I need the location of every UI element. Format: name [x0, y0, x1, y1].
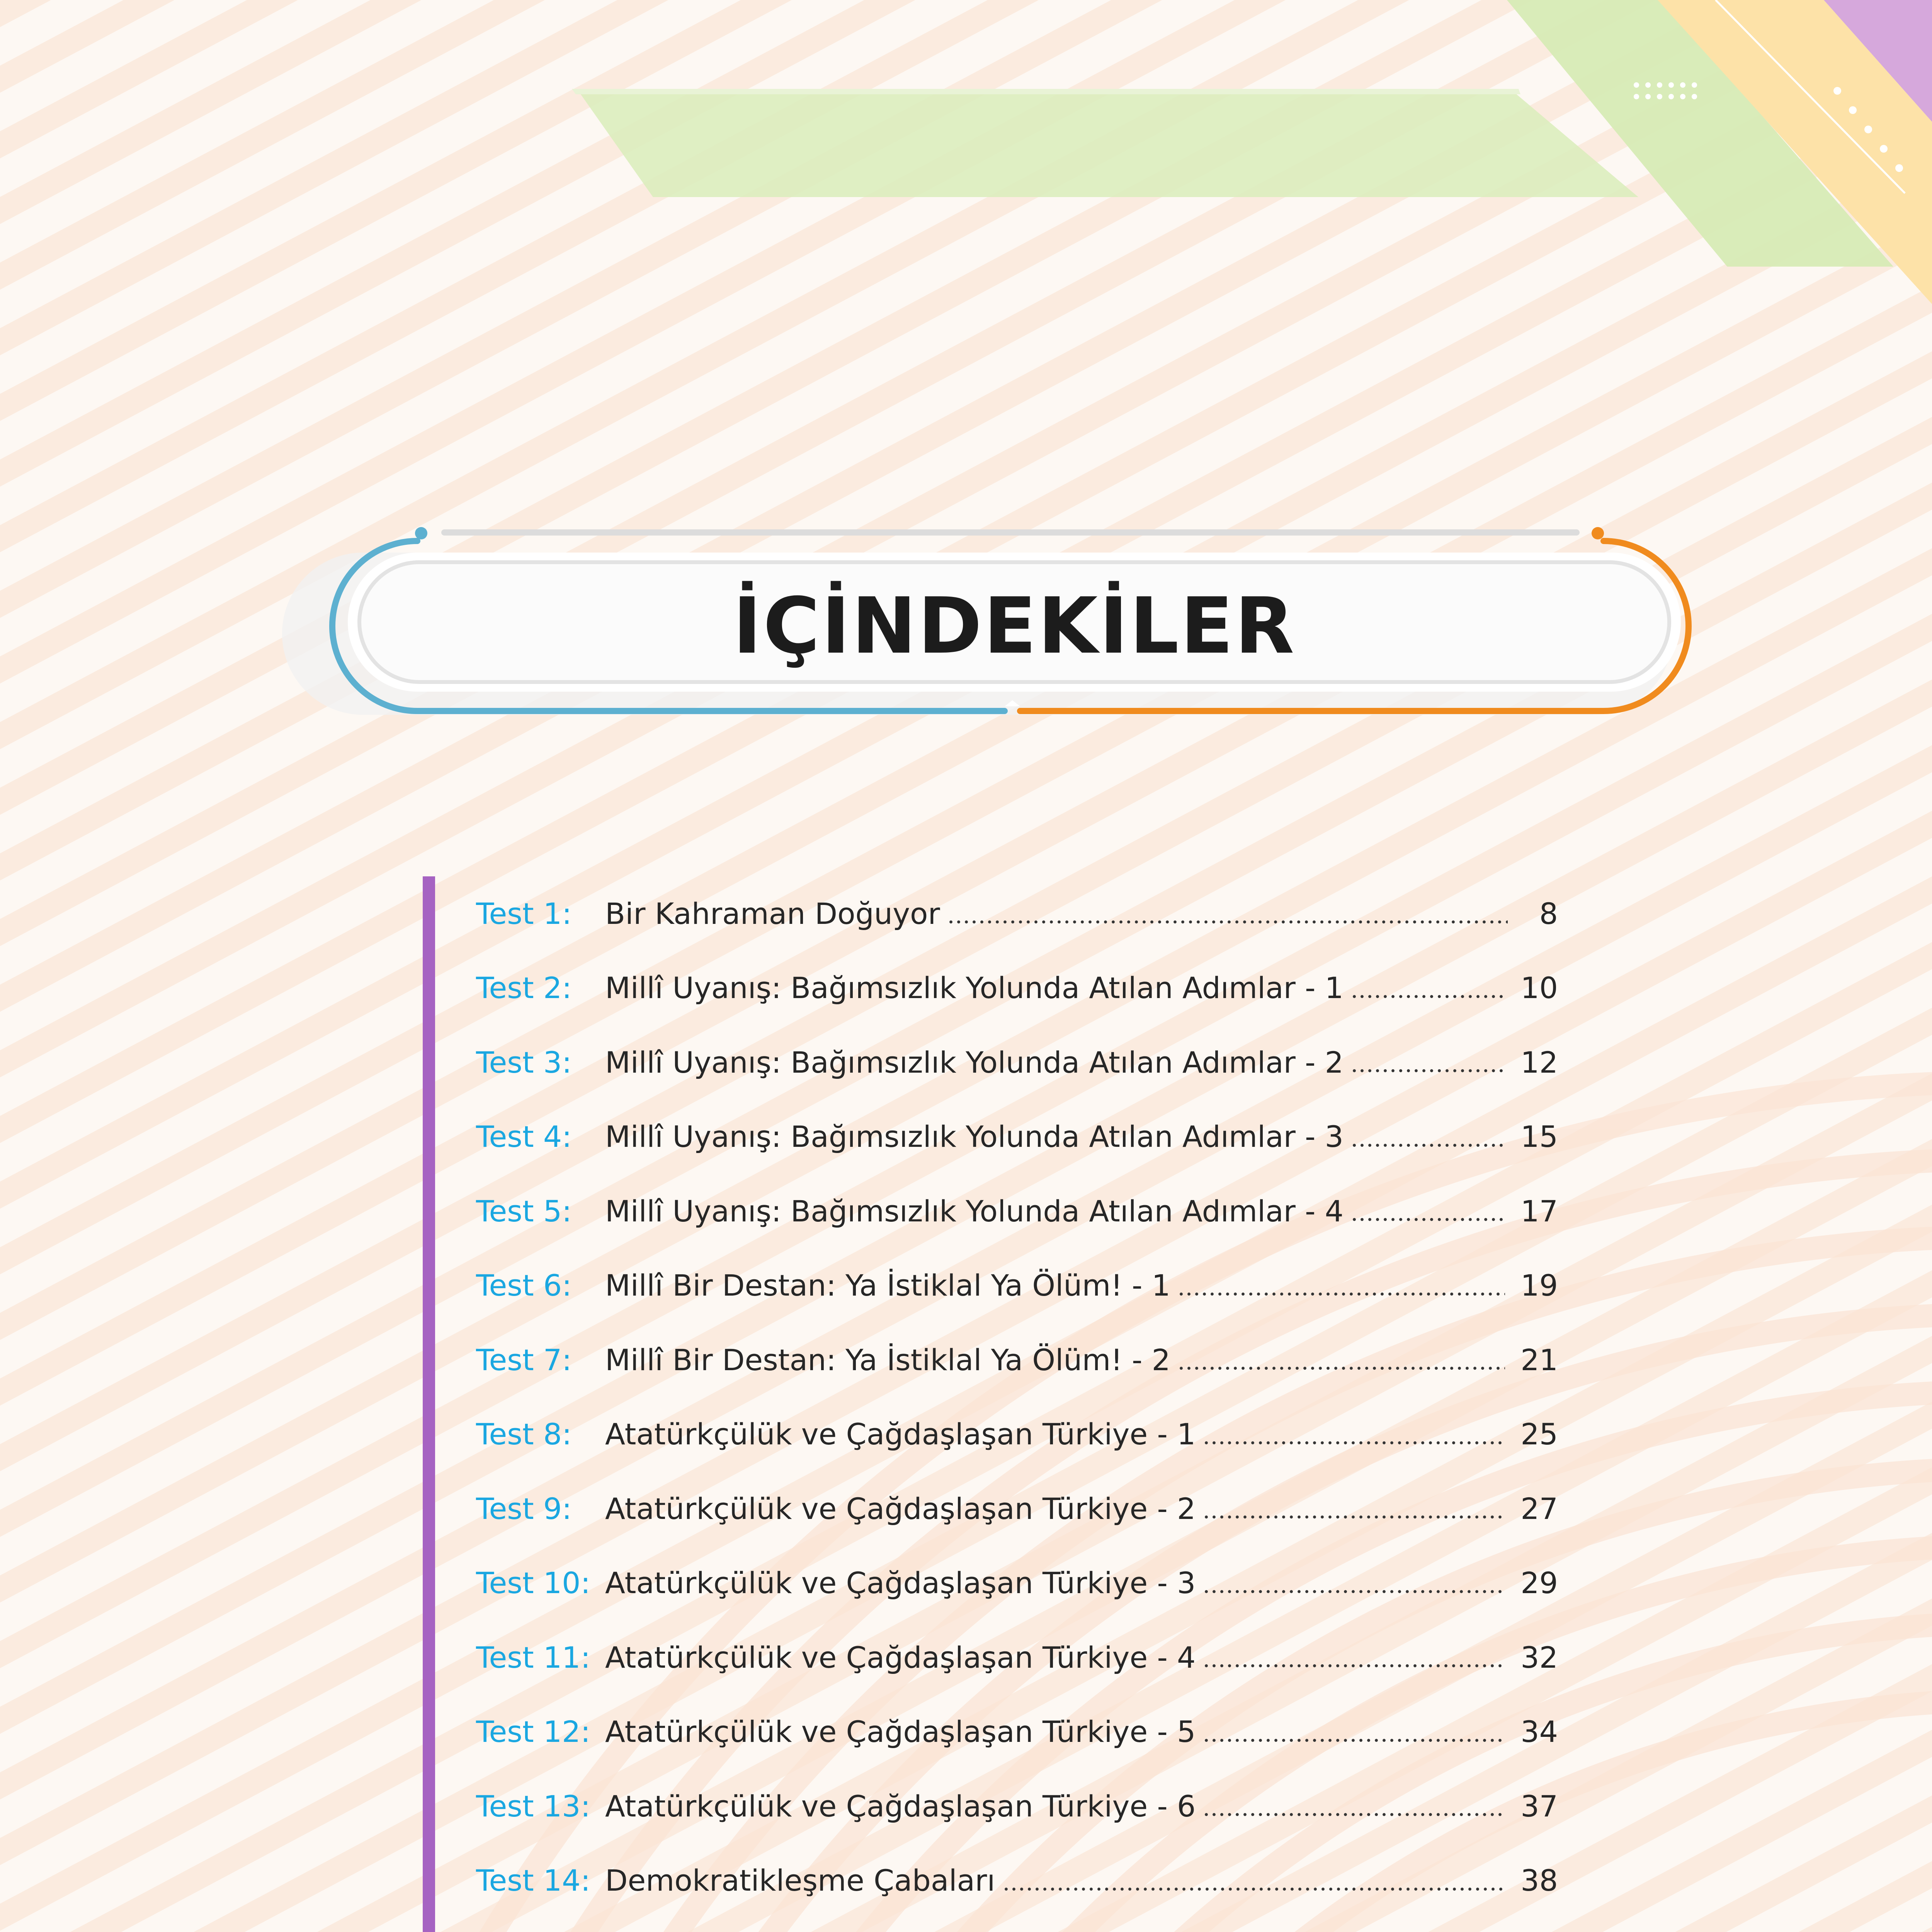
toc-entry[interactable]: [476, 951, 1558, 1026]
toc-entry-page: 25: [1520, 1417, 1558, 1452]
toc-entry-number: Test 3:: [476, 1045, 572, 1080]
toc-dot-leader: [1002, 1866, 1505, 1895]
toc-entry-page: 21: [1520, 1342, 1558, 1377]
toc-dot-leader: [1350, 1122, 1505, 1151]
toc-entry-title: Millî Uyanış: Bağımsızlık Yolunda Atılan Adımlar - 1: [605, 971, 1344, 1005]
toc-entry-number: Test 4:: [476, 1119, 572, 1154]
toc-entry-title: Atatürkçülük ve Çağdaşlaşan Türkiye - 2: [605, 1491, 1196, 1526]
toc-entry[interactable]: [476, 1695, 1558, 1769]
toc-dot-leader: [1202, 1643, 1505, 1672]
toc-entry-page: 37: [1520, 1789, 1558, 1823]
toc-entry-number: Test 7:: [476, 1342, 572, 1377]
toc-entry-title: Atatürkçülük ve Çağdaşlaşan Türkiye - 3: [605, 1566, 1196, 1600]
toc-entry-number: Test 13:: [476, 1789, 591, 1823]
toc-dot-leader: [1350, 1048, 1505, 1077]
toc-entry-page: 10: [1520, 971, 1558, 1005]
toc-entry-page: 32: [1520, 1640, 1558, 1675]
toc-entry[interactable]: [476, 1918, 1558, 1932]
toc-entry[interactable]: [476, 1844, 1558, 1918]
toc-entry[interactable]: [476, 1471, 1558, 1546]
toc-entry-title: Atatürkçülük ve Çağdaşlaşan Türkiye - 5: [605, 1714, 1196, 1749]
toc-entry-number: Test 8:: [476, 1417, 572, 1452]
toc-dot-leader: [1202, 1717, 1505, 1747]
page-title: İÇİNDEKİLER: [733, 581, 1296, 671]
toc-entry-page: 34: [1520, 1714, 1558, 1749]
toc-dot-leader: [947, 899, 1508, 928]
toc-entry[interactable]: [476, 1397, 1558, 1472]
toc-entry-number: Test 5:: [476, 1194, 572, 1228]
toc-dot-leader: [1202, 1568, 1505, 1598]
toc-entry-number: Test 1:: [476, 896, 572, 931]
toc-entry-page: 17: [1520, 1194, 1558, 1228]
toc-entry[interactable]: [476, 1025, 1558, 1100]
toc-entry-number: Test 11:: [476, 1640, 591, 1675]
toc-entry-number: Test 6:: [476, 1268, 572, 1303]
toc-entry[interactable]: [476, 1100, 1558, 1174]
toc-entry[interactable]: [476, 1248, 1558, 1323]
toc-dot-leader: [1350, 1196, 1505, 1226]
toc-entry-title: Atatürkçülük ve Çağdaşlaşan Türkiye - 4: [605, 1640, 1196, 1675]
toc-entry-number: Test 10:: [476, 1566, 591, 1600]
toc-entry-number: Test 14:: [476, 1863, 591, 1898]
toc-dot-leader: [1350, 973, 1505, 1003]
toc-dot-leader: [1202, 1420, 1505, 1449]
toc-dot-leader: [1177, 1271, 1505, 1300]
toc-entry-title: Atatürkçülük ve Çağdaşlaşan Türkiye - 1: [605, 1417, 1196, 1452]
toc-entry-title: Millî Bir Destan: Ya İstiklal Ya Ölüm! - 1: [605, 1268, 1170, 1303]
toc-dot-leader: [1177, 1345, 1505, 1374]
toc-entry[interactable]: [476, 1620, 1558, 1695]
toc-dot-leader: [1202, 1791, 1505, 1821]
toc-entry-title: Demokratikleşme Çabaları: [605, 1863, 995, 1898]
toc-entry[interactable]: [476, 1546, 1558, 1621]
toc-entry-page: 15: [1520, 1119, 1558, 1154]
toc-entry-title: Millî Uyanış: Bağımsızlık Yolunda Atılan Adımlar - 2: [605, 1045, 1344, 1080]
toc-entry-page: 38: [1520, 1863, 1558, 1898]
toc-entry-title: Bir Kahraman Doğuyor: [605, 896, 940, 931]
toc-entry-title: Atatürkçülük ve Çağdaşlaşan Türkiye - 6: [605, 1789, 1196, 1823]
table-of-contents: [476, 876, 1558, 1932]
toc-entry-number: Test 2:: [476, 971, 572, 1005]
toc-entry-page: 27: [1520, 1491, 1558, 1526]
toc-entry-number: Test 9:: [476, 1491, 572, 1526]
toc-entry-page: 29: [1520, 1566, 1558, 1600]
toc-entry-title: Millî Bir Destan: Ya İstiklal Ya Ölüm! - 2: [605, 1342, 1170, 1377]
toc-entry-page: 12: [1520, 1045, 1558, 1080]
toc-entry-page: 19: [1520, 1268, 1558, 1303]
toc-entry[interactable]: [476, 1323, 1558, 1397]
toc-entry[interactable]: [476, 1769, 1558, 1844]
toc-entry[interactable]: [476, 876, 1558, 951]
toc-entry-number: Test 12:: [476, 1714, 591, 1749]
toc-entry[interactable]: [476, 1174, 1558, 1248]
toc-entry-title: Millî Uyanış: Bağımsızlık Yolunda Atılan Adımlar - 3: [605, 1119, 1344, 1154]
toc-dot-leader: [1202, 1494, 1505, 1523]
toc-entry-page: 8: [1539, 896, 1558, 931]
toc-accent-bar: [423, 876, 435, 1932]
toc-entry-title: Millî Uyanış: Bağımsızlık Yolunda Atılan Adımlar - 4: [605, 1194, 1344, 1228]
